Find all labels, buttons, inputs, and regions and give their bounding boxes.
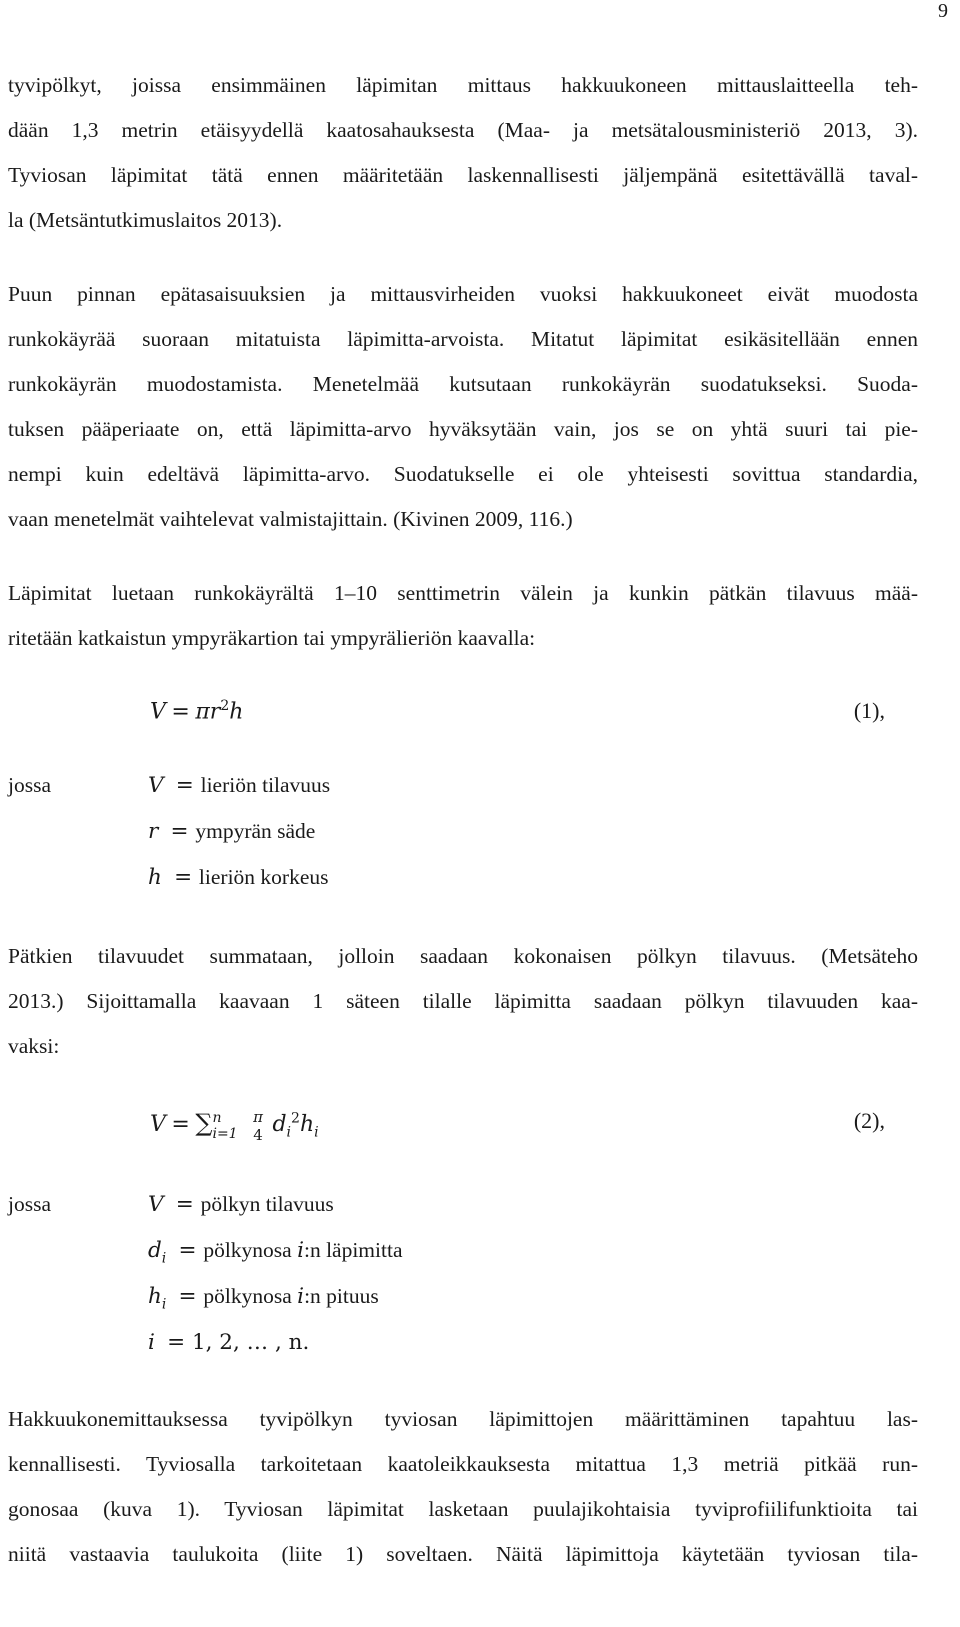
def-italic-index: i [297, 1238, 304, 1263]
sum-upper-limit: n [212, 1110, 222, 1126]
text-line: runkokäyrää suoraan mitatuista läpimitta-arvoista. Mitatut läpimitat esikäsitellään ennen [8, 327, 918, 351]
definition-item: $d_i$ = pölkynosa i:n läpimitta [148, 1238, 403, 1267]
text-line: dään 1,3 metrin etäisyydellä kaatosahauksesta (Maa- ja metsätalousministeriö 2013, 3). [8, 118, 918, 142]
paragraph-3 [8, 571, 918, 661]
fraction-denominator: 4 [253, 1126, 263, 1144]
def-text: ympyrän säde [195, 819, 316, 843]
text-line: vaan menetelmät vaihtelevat valmistajittain. (Kivinen 2009, 116.) [8, 507, 573, 531]
summation-symbol: ∑ [195, 1109, 213, 1138]
sum-limits [212, 1110, 237, 1142]
paragraph-1 [8, 63, 918, 243]
text-line: runkokäyrän muodostamista. Menetelmää kutsutaan runkokäyrän suodatukseksi. Suoda- [8, 372, 918, 396]
eq2-exponent: 2 [291, 1110, 300, 1127]
definition-item: V = lieriön tilavuus [148, 773, 331, 798]
eq2-sub-i: i [314, 1124, 319, 1141]
def-text: :n läpimitta [303, 1238, 403, 1262]
text-line: gonosaa (kuva 1). Tyviosan läpimitat lasketaan puulajikohtaisia tyviprofiilifunktioita tai [8, 1497, 918, 1521]
eq2-equals: = [171, 1112, 190, 1138]
eq2-v-symbol: V [150, 1112, 166, 1138]
def-text: pölkynosa [203, 1238, 298, 1262]
fraction [253, 1108, 263, 1144]
def-subscript: i [161, 1250, 167, 1267]
paragraph-4 [8, 934, 918, 1069]
text-line: vaksi: [8, 1034, 60, 1058]
eq1-exponent: 2 [220, 698, 230, 714]
jossa-label: jossa [8, 1192, 51, 1216]
eq1-equals: = [171, 699, 190, 725]
def-symbol: V [148, 773, 164, 798]
def-symbol: h [148, 865, 162, 890]
def-text: pölkynosa [203, 1284, 298, 1308]
def-italic-index: i [297, 1284, 305, 1309]
text-line: 2013.) Sijoittamalla kaavaan 1 säteen tilalle läpimitta saadaan pölkyn tilavuuden kaa- [8, 989, 918, 1013]
definition-item: i = 1, 2, … , n. [148, 1330, 310, 1355]
def-symbol: h [148, 1284, 162, 1309]
text-line: Tyviosan läpimitat tätä ennen määritetään laskennallisesti jäljempänä esitettävällä taval- [8, 163, 918, 187]
def-symbol: r [148, 819, 159, 844]
text-line: Hakkuukonemittauksessa tyvipölkyn tyviosan läpimittojen määrittäminen tapahtuu las- [8, 1407, 918, 1431]
text-line: niitä vastaavia taulukoita (liite 1) soveltaen. Näitä läpimittoja käytetään tyviosan tila- [8, 1542, 918, 1566]
text-line: tuksen pääperiaate on, että läpimitta-arvo hyväksytään vain, jos se on yhtä suuri tai pie- [8, 417, 918, 441]
def-text: pölkyn tilavuus [200, 1192, 334, 1216]
eq2-d: d [272, 1112, 287, 1138]
definition-item: h = lieriön korkeus [148, 865, 329, 890]
paragraph-2 [8, 272, 918, 542]
text-line: la (Metsäntutkimuslaitos 2013). [8, 208, 283, 232]
equation-number: (1), [853, 698, 885, 723]
eq1-h: h [229, 699, 244, 725]
text-line: Puun pinnan epätasaisuuksien ja mittausvirheiden vuoksi hakkuukoneet eivät muodosta [8, 282, 918, 306]
paragraph-5 [8, 1397, 918, 1577]
sum-lower-limit: i=1 [212, 1126, 238, 1142]
text-line: nempi kuin edeltävä läpimitta-arvo. Suodatukselle ei ole yhteisesti sovittua standardia, [8, 462, 918, 486]
definition-item: $h_i$ = pölkynosa i:n pituus [148, 1284, 379, 1313]
def-symbol: d [148, 1238, 162, 1263]
definition-item: r = ympyrän säde [148, 819, 316, 844]
text-line: tyvipölkyt, joissa ensimmäinen läpimitan mittaus hakkuukoneen mittauslaitteella teh- [8, 73, 918, 97]
def-symbol: i [148, 1330, 155, 1355]
definition-item: V = pölkyn tilavuus [148, 1192, 334, 1217]
eq1-pi: π [195, 699, 210, 725]
text-line: Pätkien tilavuudet summataan, jolloin saadaan kokonaisen pölkyn tilavuus. (Metsäteho [8, 944, 918, 968]
fraction-numerator: π [253, 1108, 263, 1126]
text-line: Läpimitat luetaan runkokäyrältä 1–10 senttimetrin välein ja kunkin pätkän tilavuus mää- [8, 581, 918, 605]
def-symbol: V [148, 1192, 164, 1217]
jossa-label: jossa [8, 773, 51, 797]
equation-1-formula [150, 698, 243, 724]
equation-2-formula [150, 1108, 319, 1144]
def-subscript: i [161, 1296, 167, 1313]
eq2-h: h [299, 1112, 315, 1138]
def-text: :n pituus [304, 1284, 379, 1308]
eq1-v-symbol: V [150, 699, 166, 725]
def-text: lieriön korkeus [198, 865, 329, 889]
text-line: ritetään katkaistun ympyräkartion tai ympyrälieriön kaavalla: [8, 626, 536, 650]
eq1-r: r [209, 699, 221, 725]
def-text: 1, 2, … , n. [191, 1330, 310, 1355]
eq2-sub-i: i [286, 1124, 292, 1141]
def-text: lieriön tilavuus [200, 773, 331, 797]
page-number: 9 [938, 0, 948, 22]
text-line: kennallisesti. Tyviosalla tarkoitetaan kaatoleikkauksesta mitattua 1,3 metriä pitkää run- [8, 1452, 918, 1476]
equation-number: (2), [853, 1108, 885, 1133]
